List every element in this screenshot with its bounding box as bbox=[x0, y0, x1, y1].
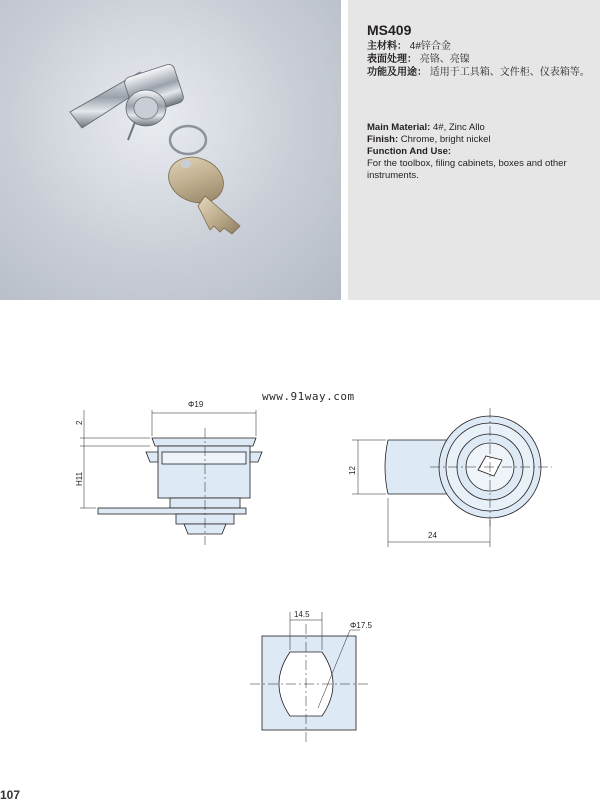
cn-function-line bbox=[367, 66, 595, 79]
page-number: 107 bbox=[0, 788, 21, 802]
cn-material-value: 4#锌合金 bbox=[409, 41, 451, 52]
en-finish-value: Chrome, bright nickel bbox=[400, 134, 491, 145]
english-spec bbox=[367, 122, 595, 182]
cn-finish-label: 表面处理： bbox=[367, 54, 417, 65]
en-material-value: 4#, Zinc Allo bbox=[433, 122, 485, 133]
cn-finish-value: 亮铬、亮镍 bbox=[419, 54, 470, 65]
dim-phi19: Φ19 bbox=[188, 400, 204, 409]
en-finish-label: Finish: bbox=[367, 134, 399, 145]
dim-2: 2 bbox=[75, 420, 84, 425]
watermark-url: www.91way.com bbox=[262, 390, 355, 403]
cn-function-label: 功能及用途： bbox=[367, 67, 427, 78]
technical-drawings bbox=[0, 300, 600, 797]
product-photo bbox=[0, 0, 341, 300]
dim-12: 12 bbox=[348, 466, 357, 475]
product-info-panel bbox=[348, 0, 600, 300]
cn-finish-line bbox=[367, 53, 595, 66]
dim-14-5: 14.5 bbox=[294, 610, 310, 619]
en-material-label: Main Material: bbox=[367, 122, 431, 133]
cn-material-line bbox=[367, 40, 595, 53]
en-finish-line bbox=[367, 134, 595, 146]
cn-function-value: 适用于工具箱、文件柜、仪表箱等。 bbox=[429, 67, 590, 78]
dim-24: 24 bbox=[428, 531, 437, 540]
side-view-drawing bbox=[98, 438, 262, 534]
chinese-spec bbox=[367, 40, 595, 79]
dim-phi17-5: Φ17.5 bbox=[350, 621, 372, 630]
dim-h11: H11 bbox=[75, 471, 84, 486]
en-material-line bbox=[367, 122, 595, 134]
cn-material-label: 主材料： bbox=[367, 41, 407, 52]
lock-photo-illustration bbox=[0, 0, 341, 300]
model-number: MS409 bbox=[367, 22, 412, 38]
en-function-value: For the toolbox, filing cabinets, boxes and other instruments. bbox=[367, 158, 567, 181]
en-function-label: Function And Use: bbox=[367, 146, 452, 157]
